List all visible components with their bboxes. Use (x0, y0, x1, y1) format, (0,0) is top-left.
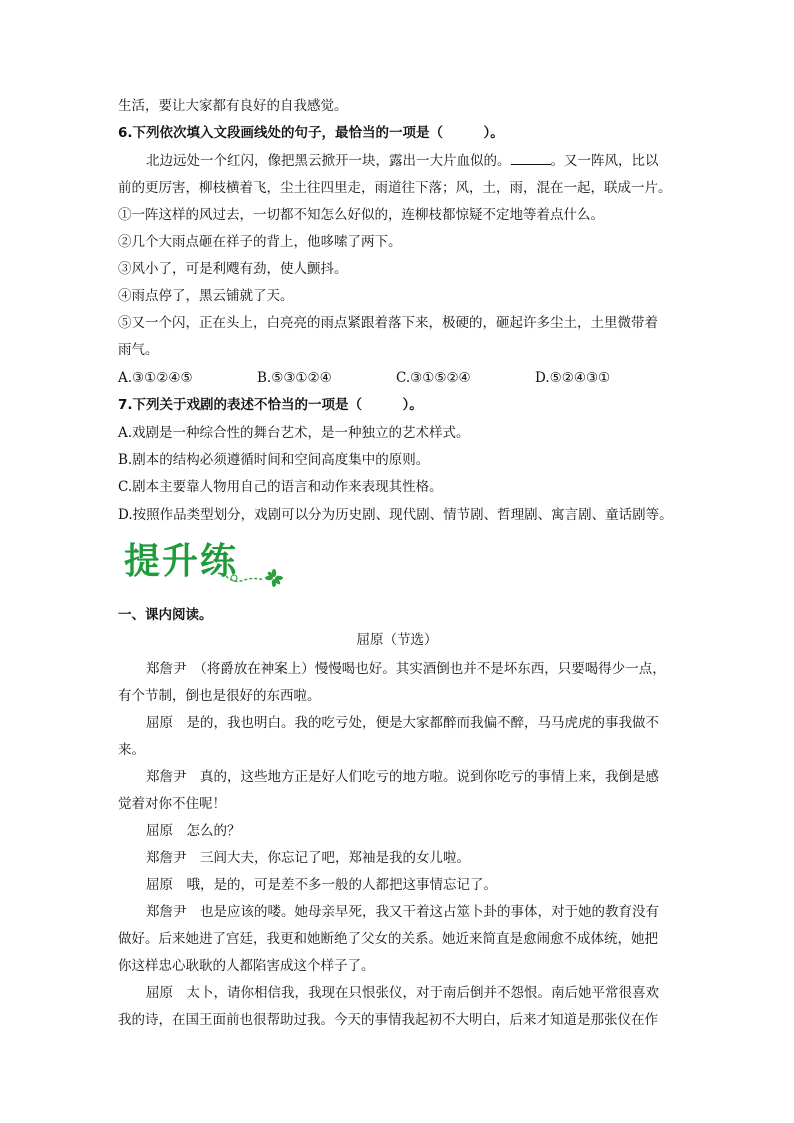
question-7-stem: 7.下列关于戏剧的表述不恰当的一项是（ ）。 (118, 397, 423, 413)
question-6-item-5-cont: 雨气。 (118, 342, 159, 358)
dialogue-line-4: 来。 (118, 742, 145, 758)
question-6-passage-line-1 (146, 151, 706, 171)
question-6-item-2: ②几个大雨点砸在祥子的背上，他哆嗦了两下。 (118, 234, 402, 250)
option-c: C.③①⑤②④ (396, 370, 471, 386)
dialogue-line-10: 郑詹尹 也是应该的喽。她母亲早死，我又干着这占筮卜卦的事体，对于她的教育没有 (146, 904, 659, 920)
dialogue-line-6: 觉着对你不住呢！ (118, 796, 226, 812)
dialogue-line-5: 郑詹尹 真的，这些地方正是好人们吃亏的地方啦。说到你吃亏的事情上来，我倒是感 (146, 769, 659, 785)
dialogue-line-3: 屈原 是的，我也明白。我的吃亏处，便是大家都醉而我偏不醉，马马虎虎的事我做不 (146, 715, 659, 731)
vine-decoration-icon (124, 540, 324, 588)
question-7-option-a: A.戏剧是一种综合性的舞台艺术，是一种独立的艺术样式。 (118, 425, 470, 441)
dialogue-line-14: 我的诗，在国王面前也很帮助过我。今天的事情我起初不大明白，后来才知道是那张仪在作 (118, 1012, 658, 1028)
question-7-option-d: D.按照作品类型划分，戏剧可以分为历史剧、现代剧、情节剧、哲理剧、寓言剧、童话剧等。 (118, 507, 673, 523)
question-7-option-b: B.剧本的结构必须遵循时间和空间高度集中的原则。 (118, 452, 430, 468)
section-heading: 一、课内阅读。 (118, 607, 213, 623)
option-a: A.③①②④⑤ (118, 370, 193, 386)
question-6-passage-line-2: 前的更厉害，柳枝横着飞，尘土往四里走，雨道往下落；风，土，雨，混在一起，联成一片。 (118, 180, 672, 196)
section-banner (124, 540, 324, 588)
fill-blank (511, 152, 551, 165)
option-d: D.⑤②④③① (535, 370, 611, 386)
passage-part-b: 。又一阵风，比以 (550, 153, 659, 169)
passage-part-a: 北边远处一个红闪，像把黑云掀开一块，露出一大片血似的。 (146, 153, 511, 169)
question-6-stem: 6.下列依次填入文段画线处的句子，最恰当的一项是（ ）。 (118, 125, 504, 141)
dialogue-line-1: 郑詹尹 （将爵放在神案上）慢慢喝也好。其实酒倒也并不是坏东西，只要喝得少一点， (146, 661, 666, 677)
section-title: 提升练 (124, 541, 239, 582)
dialogue-line-13: 屈原 太卜，请你相信我，我现在只恨张仪，对于南后倒并不怨恨。南后她平常很喜欢 (146, 985, 659, 1001)
question-7-option-c: C.剧本主要靠人物用自己的语言和动作来表现其性格。 (118, 479, 443, 495)
question-6-item-1: ①一阵这样的风过去，一切都不知怎么好似的，连柳枝都惊疑不定地等着点什么。 (118, 207, 604, 223)
dialogue-line-11: 做好。后来她进了宫廷，我更和她断绝了父女的关系。她近来简直是愈闹愈不成体统，她把 (118, 931, 658, 947)
question-6-item-5: ⑤又一个闪，正在头上，白亮亮的雨点紧跟着落下来，极硬的，砸起许多尘土，土里微带着 (118, 315, 658, 331)
question-6-item-3: ③风小了，可是利飕有劲，使人颤抖。 (118, 261, 348, 277)
dialogue-line-8: 郑詹尹 三闾大夫，你忘记了吧，郑袖是我的女儿啦。 (146, 850, 470, 866)
dialogue-line-12: 你这样忠心耿耿的人都陷害成这个样子了。 (118, 958, 375, 974)
intro-line: 生活，要让大家都有良好的自我感觉。 (118, 98, 348, 114)
option-b: B.⑤③①②④ (257, 370, 332, 386)
dialogue-line-2: 有个节制，倒也是很好的东西啦。 (118, 688, 321, 704)
passage-title: 屈原（节选） (356, 632, 438, 648)
dialogue-line-9: 屈原 哦，是的，可是差不多一般的人都把这事情忘记了。 (146, 877, 497, 893)
dialogue-line-7: 屈原 怎么的？ (146, 823, 241, 839)
question-6-item-4: ④雨点停了，黑云铺就了天。 (118, 288, 294, 304)
question-6-options (118, 368, 678, 388)
